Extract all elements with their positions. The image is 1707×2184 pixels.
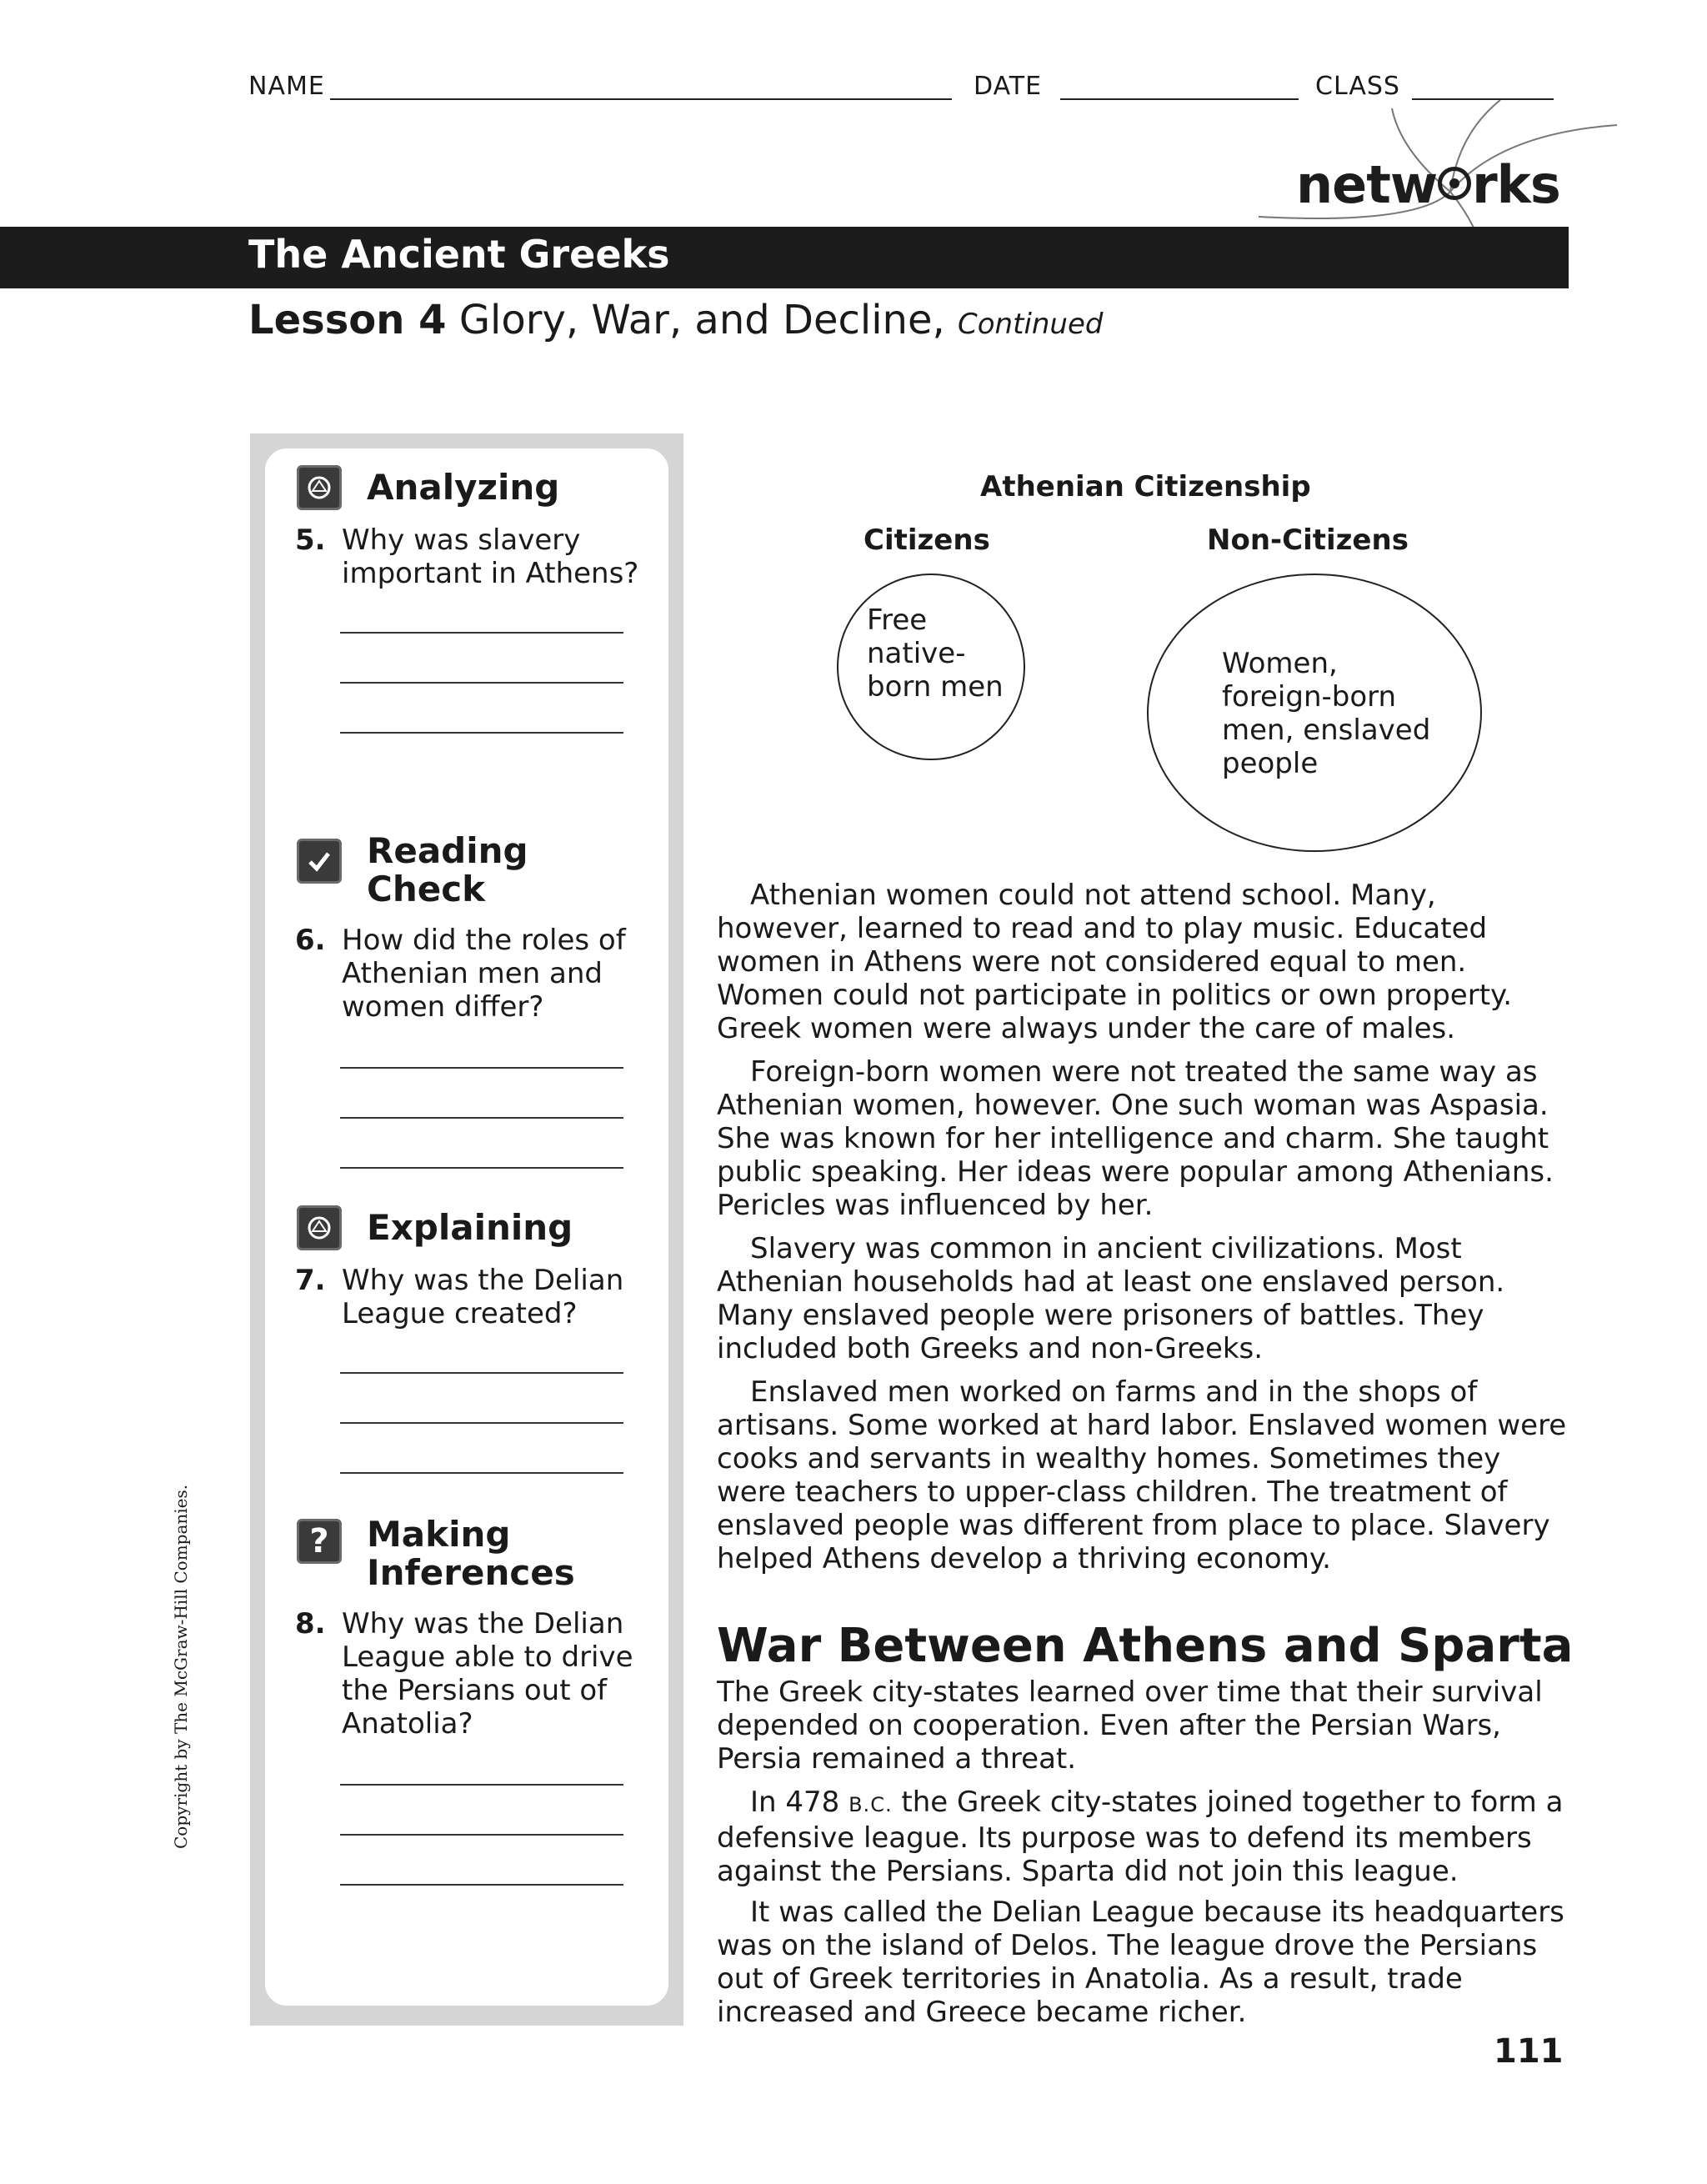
answer-line-6c[interactable] <box>340 1167 623 1169</box>
answer-line-5b[interactable] <box>340 682 623 684</box>
analyzing-heading: Analyzing <box>367 467 560 508</box>
paragraph-slavery: Slavery was common in ancient civilizations. Most Athenian households had at least one enslaved person. Many enslaved people were prisoners of battles. They included both Greeks and non-Greeks. <box>717 1232 1505 1365</box>
paragraph-478bc-start: In 478 <box>750 1786 849 1819</box>
answer-line-7b[interactable] <box>340 1422 623 1424</box>
era-bc: B.C. <box>848 1793 893 1816</box>
answer-line-8c[interactable] <box>340 1884 623 1886</box>
lesson-heading <box>248 297 1103 343</box>
question-7-text: Why was the Delian League created? <box>342 1264 624 1330</box>
lesson-continued: Continued <box>958 308 1104 341</box>
paragraph-cooperation: The Greek city-states learned over time that their survival depended on cooperation. Even after the Persian Wars, Persia remained a threat. <box>717 1676 1543 1776</box>
noncitizens-label: Non-Citizens <box>1207 523 1409 557</box>
paragraph-478bc-rest: the Greek city-states joined together to form a defensive league. Its purpose was to defend its members against the Persians. Sparta did not join this league. <box>717 1786 1564 1888</box>
lesson-title: Glory, War, and Decline, <box>458 297 945 343</box>
answer-line-7a[interactable] <box>340 1372 623 1374</box>
answer-line-7c[interactable] <box>340 1472 623 1474</box>
unit-title: The Ancient Greeks <box>248 232 670 277</box>
copyright-notice: Copyright by The McGraw-Hill Companies. <box>171 1484 191 1849</box>
answer-line-6a[interactable] <box>340 1067 623 1069</box>
reading-check-heading-line1: Reading <box>367 830 528 871</box>
question-7 <box>295 1264 667 1330</box>
page-number: 111 <box>1494 2032 1564 2071</box>
analyzing-icon <box>297 465 342 510</box>
logo-prefix: netw <box>1296 154 1438 215</box>
question-6-text: How did the roles of Athenian men and women differ? <box>342 924 626 1024</box>
title-band <box>0 227 1569 288</box>
making-inferences-heading-line2: Inferences <box>367 1552 575 1593</box>
diagram-title: Athenian Citizenship <box>980 470 1311 503</box>
question-5-text: Why was slavery important in Athens? <box>342 523 639 590</box>
question-8-number: 8. <box>295 1607 326 1641</box>
answer-line-5a[interactable] <box>340 632 623 634</box>
paragraph-aspasia: Foreign-born women were not treated the same way as Athenian women, however. One such woman was Aspasia. She was known for her intelligence and charm. She taught public speaking. Her ideas were popular among Athenians. Pericles was influenced by her. <box>717 1055 1554 1222</box>
paragraph-women-education: Athenian women could not attend school. Many, however, learned to read and to play music. Educated women in Athens were not considered equal to men. Women could not participate in politics or own property. Greek women were always under the care of males. <box>717 879 1513 1045</box>
explaining-icon <box>297 1205 342 1250</box>
name-field[interactable] <box>330 98 952 100</box>
reading-check-icon <box>297 839 342 884</box>
networks-logo <box>1296 154 1560 215</box>
question-8 <box>295 1607 667 1741</box>
paragraph-478bc <box>717 1786 1575 1888</box>
section-heading-war: War Between Athens and Sparta <box>717 1619 1574 1673</box>
question-mark-icon: ? <box>297 1519 342 1564</box>
answer-line-5c[interactable] <box>340 732 623 734</box>
noncitizens-text: Women, foreign-born men, enslaved people <box>1222 647 1431 780</box>
making-inferences-heading-line1: Making <box>367 1514 511 1555</box>
answer-line-8a[interactable] <box>340 1784 623 1786</box>
answer-line-6b[interactable] <box>340 1117 623 1119</box>
paragraph-delian-league: It was called the Delian League because its headquarters was on the island of Delos. The league drove the Persians out of Greek territories in Anatolia. As a result, trade increased and Greece became richer. <box>717 1896 1564 2029</box>
question-6-number: 6. <box>295 924 326 957</box>
paragraph-enslaved-work: Enslaved men worked on farms and in the shops of artisans. Some worked at hard labor. Enslaved women were cooks and servants in wealthy homes. Sometimes they were teachers to upper-class children. The treatment of enslaved people was different from place to place. Slavery helped Athens develop a thriving economy. <box>717 1375 1567 1575</box>
question-5 <box>295 523 667 590</box>
explaining-heading: Explaining <box>367 1207 573 1248</box>
logo-disc-icon <box>1438 167 1471 200</box>
citizens-text: Free native-born men <box>867 604 1004 704</box>
question-6 <box>295 924 667 1024</box>
making-inferences-heading <box>367 1515 575 1592</box>
question-7-number: 7. <box>295 1264 326 1297</box>
name-label: NAME <box>248 72 325 101</box>
reading-check-heading-line2: Check <box>367 869 486 909</box>
question-5-number: 5. <box>295 523 326 557</box>
logo-suffix: rks <box>1472 154 1560 215</box>
answer-line-8b[interactable] <box>340 1834 623 1836</box>
reading-check-heading <box>367 832 528 909</box>
class-label: CLASS <box>1315 72 1400 101</box>
question-8-text: Why was the Delian League able to drive the Persians out of Anatolia? <box>342 1607 633 1741</box>
date-label: DATE <box>974 72 1043 101</box>
citizens-label: Citizens <box>864 523 990 557</box>
lesson-number: Lesson 4 <box>248 297 447 343</box>
